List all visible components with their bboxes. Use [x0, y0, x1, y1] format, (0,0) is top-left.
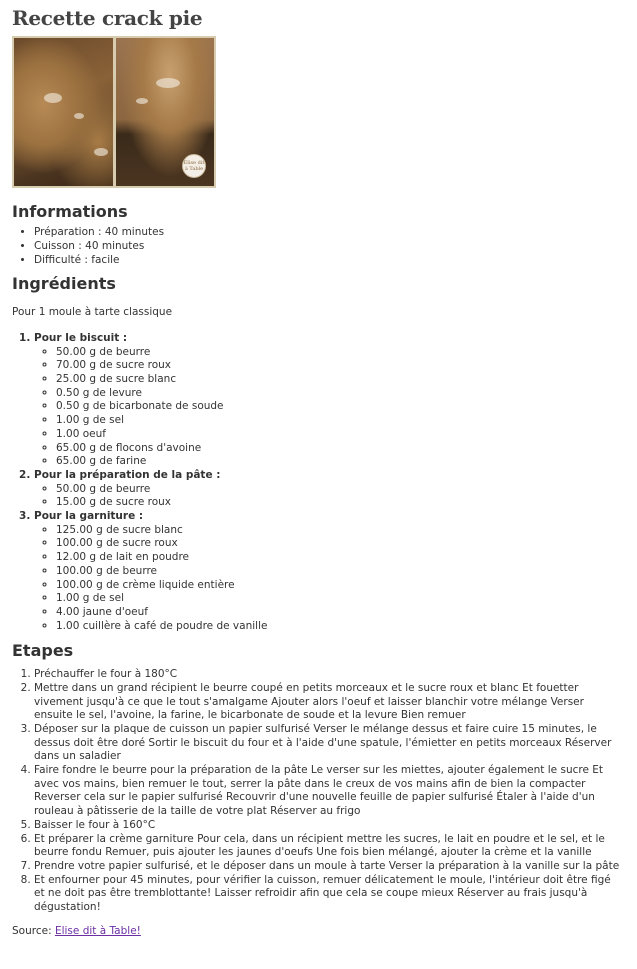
ingredient-item: ◦ 4.00 jaune d'oeuf — [56, 606, 625, 620]
steps-heading: Etapes — [12, 641, 74, 661]
ingredient-list — [34, 483, 625, 510]
source-label: Source: — [12, 924, 52, 937]
step-item: 7. Prendre votre papier sulfurisé, et le déposer dans un moule à tarte Verser la préparation à la vanille sur la pâte — [34, 860, 625, 874]
serving-size: Pour 1 moule à tarte classique — [12, 306, 173, 319]
ingredient-list — [34, 346, 625, 469]
recipe-image — [12, 36, 216, 188]
ingredient-item: ◦ 65.00 g de farine — [56, 455, 625, 469]
recipe-photo-right — [116, 38, 215, 186]
ingredients-section — [12, 273, 625, 634]
steps-section — [12, 641, 625, 914]
source-line — [12, 925, 625, 939]
watermark-stamp: Elise dit à Table — [182, 154, 206, 178]
step-item: 2. Mettre dans un grand récipient le beurre coupé en petits morceaux et le sucre roux et blanc Et fouetter vivement jusqu'à ce que le tout s'amalgame Ajouter alors l'oeuf et laisser blanchir votre mélange Verser ensuite le sel, l'avoine, la farine, le bicarbonate de soude et la levure Bien remuer — [34, 682, 625, 723]
step-item: 6. Et préparer la crème garniture Pour cela, dans un récipient mettre les sucres, le lait en poudre et le sel, et le beurre fondu Remuer, puis ajouter les jaunes d'oeufs Une fois bien mélangé, ajouter la crème et la vanille — [34, 833, 625, 860]
ingredient-item: ◦ 100.00 g de beurre — [56, 565, 625, 579]
ingredient-item: ◦ 100.00 g de crème liquide entière — [56, 579, 625, 593]
ingredient-group-title: Pour le biscuit : — [34, 331, 128, 344]
step-item: 5. Baisser le four à 160°C — [34, 819, 625, 833]
ingredient-group — [34, 510, 625, 633]
recipe-photo-left — [14, 38, 113, 186]
ingredient-item: ◦ 125.00 g de sucre blanc — [56, 524, 625, 538]
info-item: • Difficulté : facile — [34, 254, 625, 268]
info-item: • Cuisson : 40 minutes — [34, 240, 625, 254]
ingredient-item: ◦ 12.00 g de lait en poudre — [56, 551, 625, 565]
ingredient-item: ◦ 25.00 g de sucre blanc — [56, 373, 625, 387]
ingredient-item: ◦ 65.00 g de flocons d'avoine — [56, 442, 625, 456]
ingredient-item: ◦ 1.00 oeuf — [56, 428, 625, 442]
step-item: 3. Déposer sur la plaque de cuisson un papier sulfurisé Verser le mélange dessus et faire cuire 15 minutes, le dessus doit être doré Sortir le biscuit du four et à l'aide d'une spatule, l'émietter en petits morceaux Réserver dans un saladier — [34, 723, 625, 764]
ingredient-item: ◦ 70.00 g de sucre roux — [56, 359, 625, 373]
ingredient-item: ◦ 100.00 g de sucre roux — [56, 537, 625, 551]
ingredient-item: ◦ 0.50 g de levure — [56, 387, 625, 401]
step-item: 8. Et enfourner pour 45 minutes, pour vérifier la cuisson, remuer délicatement le moule, l'intérieur doit être figé et ne doit pas être tremblottante! Laisser refroidir afin que cela se coupe mieux Réserver au frais jusqu'à dégustation! — [34, 874, 625, 915]
steps-list — [12, 668, 625, 915]
ingredient-groups — [12, 332, 625, 633]
page-title: Recette crack pie — [12, 6, 203, 30]
ingredient-group-title: Pour la garniture : — [34, 510, 144, 523]
ingredient-item: ◦ 0.50 g de bicarbonate de soude — [56, 400, 625, 414]
ingredient-item: ◦ 1.00 cuillère à café de poudre de vanille — [56, 620, 625, 634]
ingredient-group — [34, 469, 625, 510]
source-link[interactable]: Elise dit à Table! — [54, 924, 141, 937]
ingredient-item: ◦ 1.00 g de sel — [56, 592, 625, 606]
ingredient-item: ◦ 1.00 g de sel — [56, 414, 625, 428]
ingredient-item: ◦ 15.00 g de sucre roux — [56, 496, 625, 510]
step-item: 4. Faire fondre le beurre pour la préparation de la pâte Le verser sur les miettes, ajouter également le sucre Et avec vos mains, bien remuer le tout, serrer la pâte dans le creux de vos mains afin de bien la compacter Reverser cela sur le papier sulfurisé Recouvrir d'une nouvelle feuille de papier sulfurisé Étaler à l'aide d'un rouleau à pâtisserie de la taille de votre plat Réserver au frigo — [34, 764, 625, 819]
ingredient-group-title: Pour la préparation de la pâte : — [34, 468, 221, 481]
ingredient-item: ◦ 50.00 g de beurre — [56, 483, 625, 497]
info-item: • Préparation : 40 minutes — [34, 226, 625, 240]
ingredients-heading: Ingrédients — [12, 273, 116, 293]
ingredient-group — [34, 332, 625, 469]
step-item: 1. Préchauffer le four à 180°C — [34, 668, 625, 682]
informations-list — [12, 226, 625, 267]
ingredient-item: ◦ 50.00 g de beurre — [56, 346, 625, 360]
ingredient-list — [34, 524, 625, 634]
informations-heading: Informations — [12, 201, 128, 221]
informations-section — [12, 201, 625, 268]
